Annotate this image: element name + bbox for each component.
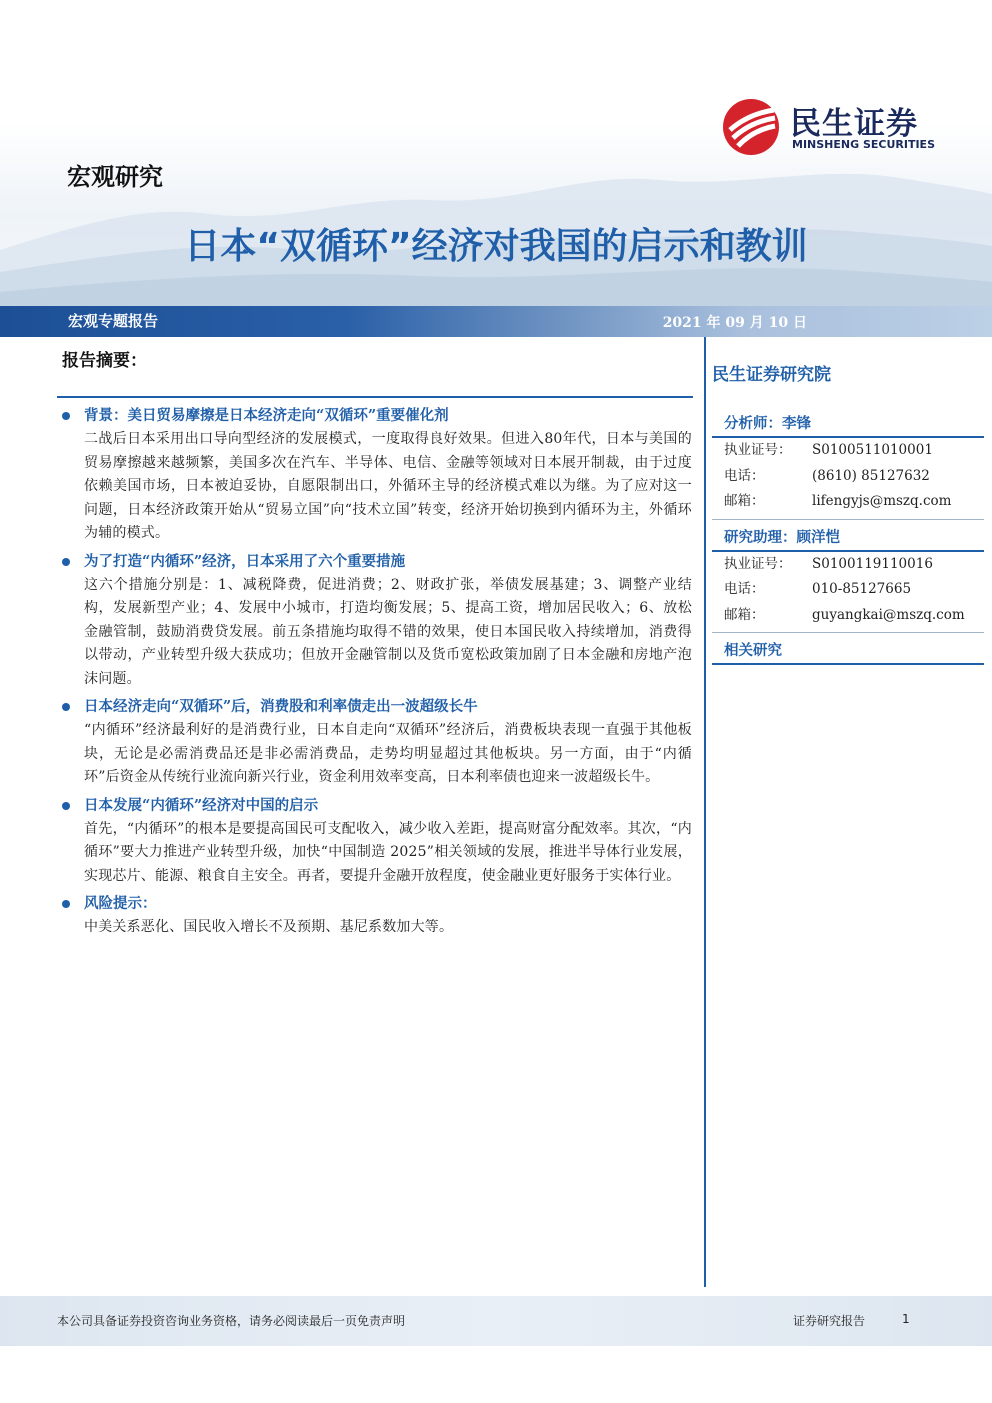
abstract-content (60, 404, 692, 944)
section-heading (60, 892, 692, 916)
analyst-email-row (712, 489, 984, 515)
related-research-heading: 相关研究 (712, 639, 984, 665)
section-heading-text: 背景：美日贸易摩擦是日本经济走向“双循环”重要催化剂 (84, 407, 449, 424)
section-body: 这六个措施分别是：1、减税降费，促进消费；2、财政扩张，举债发展基建；3、调整产业结构，发展新型产业；4、发展中小城市，打造均衡发展；5、提高工资，增加居民收入；6、放松金融管制，鼓励消费贷发展。前五条措施均取得不错的效果，使日本国民收入持续增加，消费得以带动，产业转型升级大获成功；但放开金融管制以及货币宽松政策加剧了日本金融和房地产泡沫问题。 (84, 576, 692, 687)
company-logo (722, 96, 952, 158)
row-value: S0100511010001 (812, 442, 933, 458)
row-label: 执业证号： (724, 442, 792, 458)
report-title: 日本“双循环”经济对我国的启示和教训 (184, 226, 808, 267)
row-label: 邮箱： (724, 606, 765, 623)
section-heading (60, 550, 692, 574)
analyst-license-row (712, 438, 984, 464)
bullet-icon (62, 558, 70, 566)
bullet-icon (62, 412, 70, 420)
abstract-divider (57, 396, 693, 398)
analyst-block (712, 412, 984, 520)
row-value: S0100119110016 (812, 555, 933, 572)
minsheng-logo-icon (722, 96, 782, 156)
bullet-icon (62, 900, 70, 908)
analyst-heading: 分析师：李锋 (712, 412, 984, 438)
report-date: 2021 年 09 月 10 日 (662, 315, 807, 331)
abstract-section (60, 550, 692, 692)
sidebar-spacer (712, 390, 984, 412)
section-heading-text: 日本发展“内循环”经济对中国的启示 (84, 796, 319, 814)
section-heading-text: 日本经济走向“双循环”后，消费股和利率债走出一波超级长牛 (84, 698, 478, 715)
section-heading-text: 风险提示： (84, 895, 157, 912)
column-divider (704, 337, 706, 1287)
abstract-heading: 报告摘要： (62, 351, 147, 371)
abstract-section (60, 695, 692, 790)
logo-text-en: MINSHENG SECURITIES (792, 138, 935, 151)
row-label: 电话： (724, 581, 765, 597)
analyst-phone-row (712, 464, 984, 490)
abstract-section (60, 892, 692, 940)
assistant-email-link[interactable]: guyangkai@mszq.com (812, 606, 965, 623)
section-body: 中美关系恶化、国民收入增长不及预期、基尼系数加大等。 (84, 919, 454, 935)
assistant-phone-row (712, 577, 984, 603)
logo-text-cn: 民生证券 (790, 106, 918, 142)
row-label: 电话： (724, 467, 765, 484)
section-heading-text: 为了打造“内循环”经济，日本采用了六个重要措施 (84, 552, 406, 570)
sidebar (712, 360, 984, 665)
assistant-email-row (712, 603, 984, 629)
section-heading (60, 404, 692, 428)
assistant-heading: 研究助理：顾洋恺 (712, 526, 984, 552)
report-type-label: 宏观专题报告 (68, 312, 159, 330)
section-body: 首先，“内循环”的根本是要提高国民可支配收入，减少收入差距，提高财富分配效率。其次，“内循环”要大力推进产业转型升级，加快“中国制造 2025”相关领域的发展，推进半导体行业发展，实现芯片、能源、粮食自主安全。再者，要提升金融开放程度，使金融业更好服务于实体行业。 (84, 820, 692, 884)
abstract-section (60, 404, 692, 546)
row-label: 执业证号： (724, 555, 792, 572)
section-heading (60, 794, 692, 818)
abstract-section (60, 794, 692, 889)
page-number: 1 (902, 1312, 910, 1326)
row-label: 邮箱： (724, 493, 765, 509)
analyst-email-link[interactable]: lifengyjs@mszq.com (812, 493, 952, 509)
institute-name: 民生证券研究院 (712, 365, 831, 385)
row-value: (8610) 85127632 (812, 467, 930, 484)
section-body: “内循环”经济最利好的是消费行业，日本自走向“双循环”经济后，消费板块表现一直强于其他板块，无论是必需消费品还是非必需消费品，走势均明显超过其他板块。另一方面，由于“内循环”后资金从传统行业流向新兴行业，资金利用效率变高，日本利率债也迎来一波超级长牛。 (84, 722, 692, 785)
report-category: 宏观研究 (67, 163, 163, 191)
footer-disclaimer: 本公司具备证券投资咨询业务资格，请务必阅读最后一页免责声明 (57, 1314, 406, 1328)
assistant-block (712, 526, 984, 634)
bullet-icon (62, 802, 70, 810)
assistant-license-row (712, 552, 984, 578)
footer-doc-type: 证券研究报告 (793, 1314, 866, 1328)
section-body: 二战后日本采用出口导向型经济的发展模式，一度取得良好效果。但进入80年代，日本与美国的贸易摩擦越来越频繁，美国多次在汽车、半导体、电信、金融等领域对日本展开制裁，由于过度依赖美国市场，日本被迫妥协，自愿限制出口，外循环主导的经济模式难以为继。为了应对这一问题，日本经济政策开始从“贸易立国”向“技术立国”转变，经济开始切换到内循环为主，外循环为辅的模式。 (84, 431, 692, 541)
bullet-icon (62, 703, 70, 711)
section-heading (60, 695, 692, 719)
row-value: 010-85127665 (812, 581, 912, 597)
